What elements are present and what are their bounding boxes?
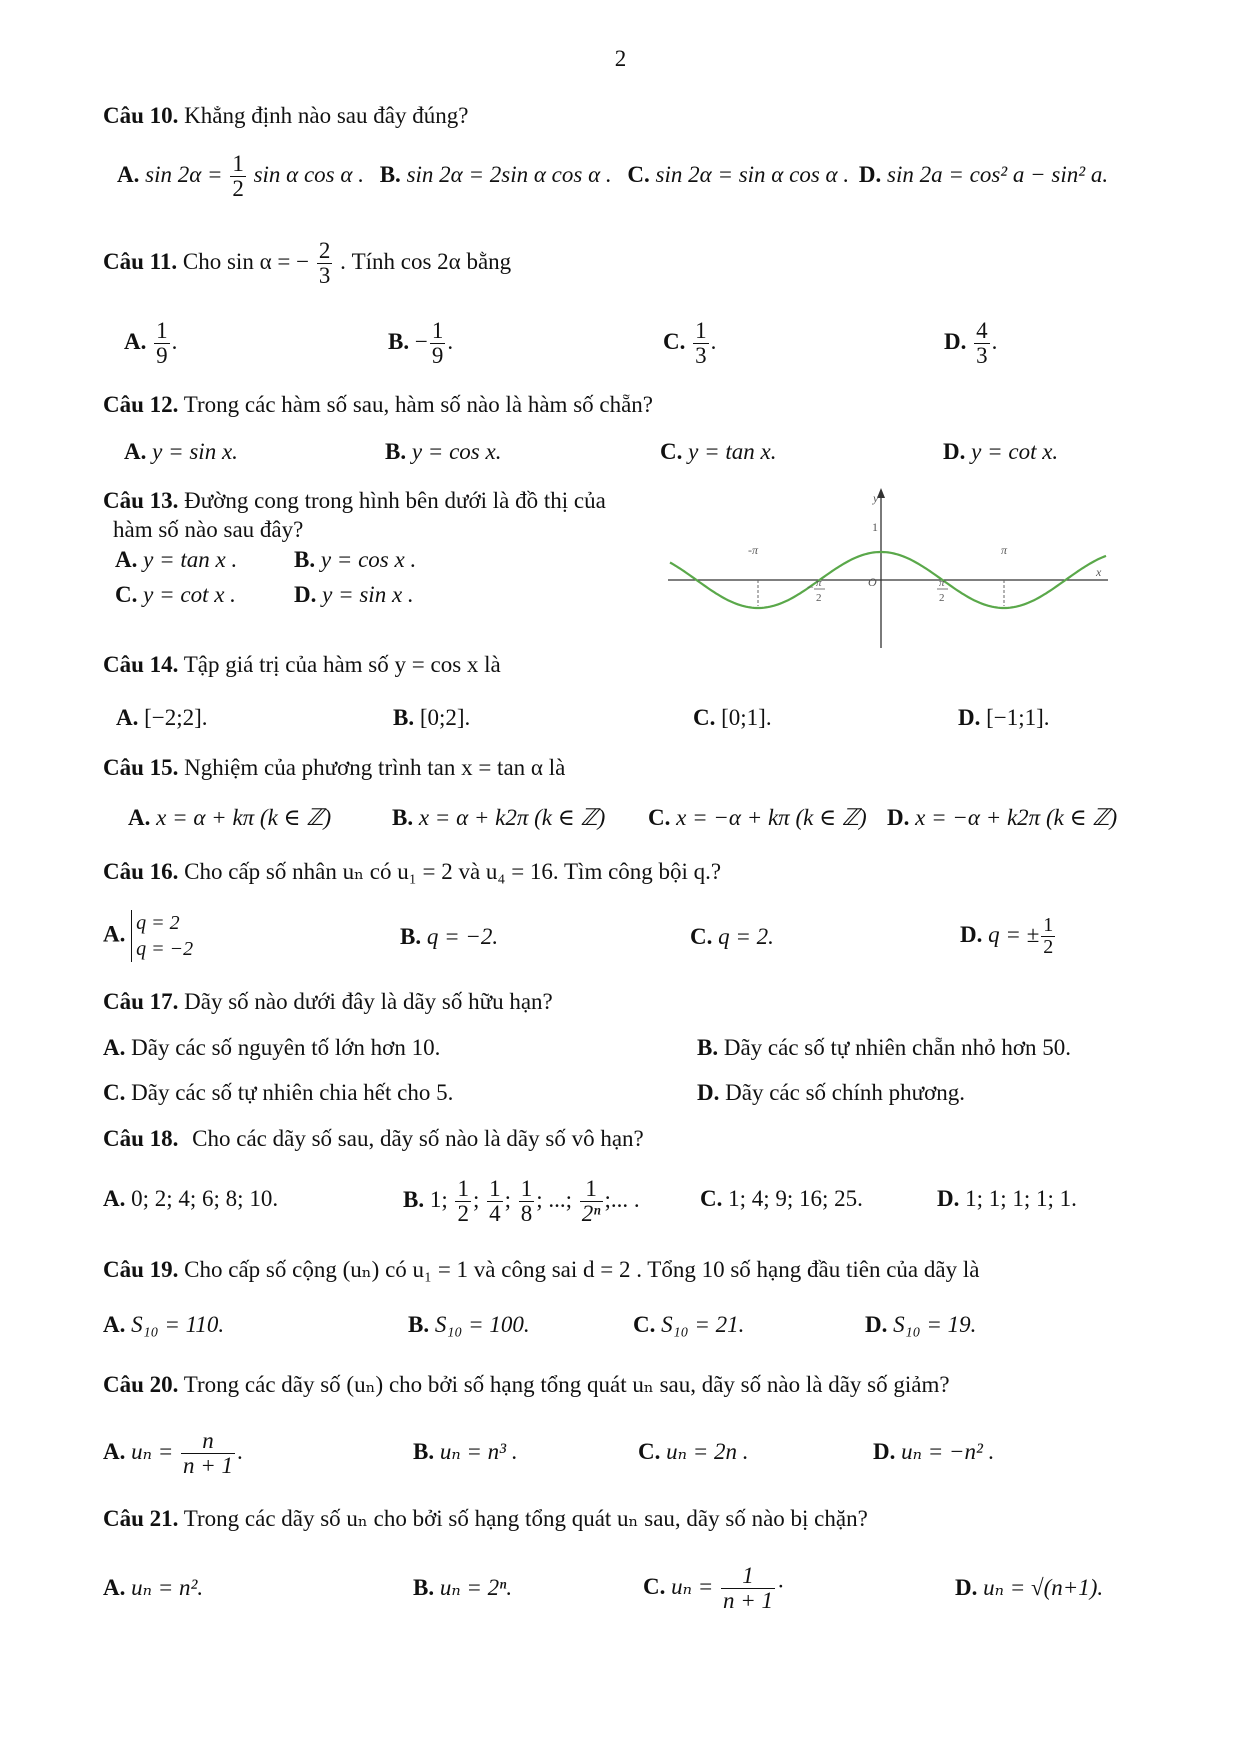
tick-label-pi: π (1001, 543, 1008, 557)
tick-label-neg-pi: -π (748, 543, 759, 557)
option-a[interactable]: A. uₙ = n². (103, 1575, 204, 1600)
option-b[interactable]: B. q = −2. (400, 924, 499, 949)
option-label: A. (117, 162, 140, 187)
option-d[interactable]: D. S₁₀ = 19. (865, 1312, 977, 1337)
option-a[interactable]: A. y = sin x. (124, 439, 238, 464)
question-label: Câu 14. (103, 652, 179, 677)
question-21 (103, 1504, 868, 1534)
option-b[interactable]: B. S₁₀ = 100. (408, 1312, 530, 1337)
fraction: $\frac{1}{2}$ (1043, 914, 1054, 959)
question-text: Nghiệm của phương trình tan x = tan α là (184, 755, 566, 780)
option-c[interactable]: C. x = −α + kπ (k ∈ ℤ) (648, 805, 867, 830)
tick-label-neg-half-pi-den: 2 (816, 592, 822, 604)
question-text: Dãy số nào dưới đây là dãy số hữu hạn? (184, 989, 553, 1014)
question-label: Câu 20. (103, 1372, 179, 1397)
y-axis-label: y (873, 491, 879, 505)
question-10-options (117, 150, 1108, 201)
question-label: Câu 10. (103, 103, 179, 128)
question-label: Câu 15. (103, 755, 179, 780)
x-axis-label: x (1096, 565, 1102, 579)
question-14 (103, 650, 501, 680)
option-b[interactable] (380, 162, 618, 187)
option-a[interactable]: A. $\frac{1}{9}$ . (124, 318, 178, 369)
fraction: $\frac{n}{n + 1}$ (182, 1428, 233, 1479)
option-a[interactable]: A. uₙ = $\frac{n}{n + 1}$ . (103, 1428, 243, 1479)
question-18 (103, 1124, 644, 1154)
question-text: Trong các dãy số (uₙ) cho bởi số hạng tổng quát uₙ sau, dãy số nào là dãy số giảm? (183, 1372, 950, 1397)
question-text: Đường cong trong hình bên dưới là đồ thị của (184, 488, 606, 513)
option-c[interactable]: C. y = cot x . (115, 582, 236, 607)
fraction: $\frac{1}{\text{2ⁿ}}$ (581, 1176, 601, 1227)
option-a[interactable]: A. Dãy các số nguyên tố lớn hơn 10. (103, 1035, 441, 1060)
option-c[interactable]: C. S₁₀ = 21. (633, 1312, 745, 1337)
fraction: $\frac{1}{n + 1}$ (722, 1563, 773, 1614)
fraction: $\frac{4}{3}$ (976, 318, 988, 369)
option-c[interactable]: C. [0;1]. (693, 705, 772, 730)
option-b[interactable]: B. uₙ = n³ . (413, 1439, 518, 1464)
option-d[interactable]: D. uₙ = −n² . (873, 1439, 995, 1464)
option-b[interactable]: B. uₙ = 2ⁿ. (413, 1575, 513, 1600)
option-a[interactable]: A. [−2;2]. (116, 705, 208, 730)
fraction: $\frac{1}{2}$ (232, 151, 244, 202)
question-text: hàm số nào sau đây? (113, 517, 304, 542)
option-b[interactable]: B. Dãy các số tự nhiên chẵn nhỏ hơn 50. (697, 1035, 1072, 1060)
question-label: Câu 19. (103, 1257, 179, 1282)
option-text: sin 2α = sin α cos α . (655, 162, 850, 187)
option-label: D. (944, 329, 967, 354)
question-text: Trong các dãy số uₙ cho bởi số hạng tổng quát uₙ sau, dãy số nào bị chặn? (183, 1506, 868, 1531)
option-b[interactable]: B. − $\frac{1}{9}$ . (388, 318, 454, 369)
question-10 (103, 101, 468, 131)
question-20 (103, 1370, 950, 1400)
question-text: . Tính cos 2α bằng (340, 249, 512, 274)
option-d[interactable]: D. $\frac{4}{3}$ . (944, 318, 998, 369)
option-text: sin 2α = (145, 162, 223, 187)
option-c[interactable]: C. Dãy các số tự nhiên chia hết cho 5. (103, 1080, 454, 1105)
fraction: $\frac{1}{9}$ (156, 318, 168, 369)
question-label: Câu 12. (103, 392, 179, 417)
option-c[interactable]: C. $\frac{1}{3}$ . (663, 318, 717, 369)
option-b[interactable]: B. [0;2]. (393, 705, 471, 730)
option-a[interactable]: A. x = α + kπ (k ∈ ℤ) (128, 805, 332, 830)
option-d[interactable]: D. y = sin x . (294, 582, 414, 607)
option-text: sin 2α = 2sin α cos α . (406, 162, 612, 187)
option-c[interactable]: C. 1; 4; 9; 16; 25. (700, 1186, 863, 1211)
option-text: sin 2a = cos² a − sin² a. (887, 162, 1109, 187)
question-16 (103, 857, 721, 887)
question-text: Khẳng định nào sau đây đúng? (184, 103, 469, 128)
fraction: $\frac{1}{3}$ (695, 318, 707, 369)
option-a[interactable]: A. S₁₀ = 110. (103, 1312, 225, 1337)
question-text: Cho cấp số cộng (uₙ) có u₁ = 1 và công sai d = 2 . Tổng 10 số hạng đầu tiên của dãy là (184, 1257, 980, 1282)
option-c[interactable]: C. y = tan x. (660, 439, 777, 464)
fraction: $\frac{1}{2}$ (457, 1176, 469, 1227)
option-b[interactable]: B. y = cos x. (385, 439, 502, 464)
option-a[interactable]: A. 0; 2; 4; 6; 8; 10. (103, 1186, 279, 1211)
option-a[interactable]: A. y = tan x . (115, 547, 238, 572)
tick-label-half-pi-num: π (939, 577, 945, 589)
option-d[interactable]: D. [−1;1]. (958, 705, 1050, 730)
option-d[interactable]: D. q = ± $\frac{1}{2}$ (960, 914, 1054, 959)
question-19 (103, 1255, 979, 1285)
question-label: Câu 17. (103, 989, 179, 1014)
option-c[interactable] (627, 162, 854, 187)
question-label: Câu 21. (103, 1506, 179, 1531)
tick-label-neg-half-pi-num: π (816, 577, 822, 589)
option-label: B. (379, 162, 401, 187)
fraction: $\frac{1}{9}$ (431, 318, 444, 369)
question-label: Câu 11. (103, 249, 178, 274)
option-label: A. (124, 329, 147, 354)
option-d[interactable]: D. x = −α + k2π (k ∈ ℤ) (887, 805, 1118, 830)
option-d[interactable] (859, 162, 1108, 187)
question-15 (103, 753, 565, 783)
question-11 (103, 237, 511, 288)
tick-label-neg-half-pi-sign: − (807, 580, 814, 594)
option-text: sin α cos α . (253, 162, 364, 187)
option-a[interactable] (117, 151, 370, 202)
cosine-graph (668, 488, 1108, 648)
question-text: Tập giá trị của hàm số y = cos x là (183, 652, 501, 677)
option-c[interactable]: C. q = 2. (690, 924, 774, 949)
option-a[interactable]: A. q = 2 q = −2 (103, 912, 194, 960)
question-label: Câu 18. (103, 1126, 179, 1151)
tick-label-half-pi-den: 2 (939, 592, 945, 604)
option-d[interactable]: D. y = cot x. (943, 439, 1059, 464)
origin-label: O (868, 575, 877, 589)
question-17 (103, 987, 553, 1017)
option-b[interactable]: B. 1; $\frac{1}{2}$ ; $\frac{1}{4}$ ; $\frac{1}{8}$ ; ...; $\frac{1}{\text{2ⁿ}}$ ;... . (403, 1176, 640, 1227)
fraction: $\frac{1}{8}$ (520, 1176, 533, 1227)
question-label: Câu 16. (103, 859, 179, 884)
question-label: Câu 13. (103, 488, 179, 513)
option-c[interactable]: C. uₙ = $\frac{1}{n + 1}$ · (643, 1563, 785, 1614)
option-d[interactable]: D. Dãy các số chính phương. (697, 1080, 965, 1105)
question-text: Cho các dãy số sau, dãy số nào là dãy số vô hạn? (192, 1126, 644, 1151)
question-13 (103, 486, 606, 516)
question-text: Cho cấp số nhân uₙ có u₁ = 2 và u₄ = 16. Tìm công bội q.? (184, 859, 722, 884)
question-12 (103, 390, 653, 420)
option-b[interactable]: B. x = α + k2π (k ∈ ℤ) (392, 805, 606, 830)
question-text: Trong các hàm số sau, hàm số nào là hàm số chẵn? (183, 392, 654, 417)
option-d[interactable]: D. uₙ = √(n+1). (955, 1575, 1104, 1600)
question-text: Cho sin α = − (182, 249, 310, 274)
option-c[interactable]: C. uₙ = 2n . (638, 1439, 749, 1464)
option-label: B. (388, 329, 410, 354)
equation-system: q = 2 q = −2 (131, 910, 193, 962)
option-b[interactable]: B. y = cos x . (294, 547, 417, 572)
option-label: D. (858, 162, 882, 187)
tick-label-one: 1 (872, 520, 878, 534)
option-label: C. (663, 329, 686, 354)
fraction: $\frac{1}{4}$ (489, 1176, 501, 1227)
option-label: C. (627, 162, 650, 187)
page-number: 2 (614, 46, 627, 71)
fraction: $\frac{2}{3}$ (318, 238, 331, 289)
option-d[interactable]: D. 1; 1; 1; 1; 1. (937, 1186, 1077, 1211)
